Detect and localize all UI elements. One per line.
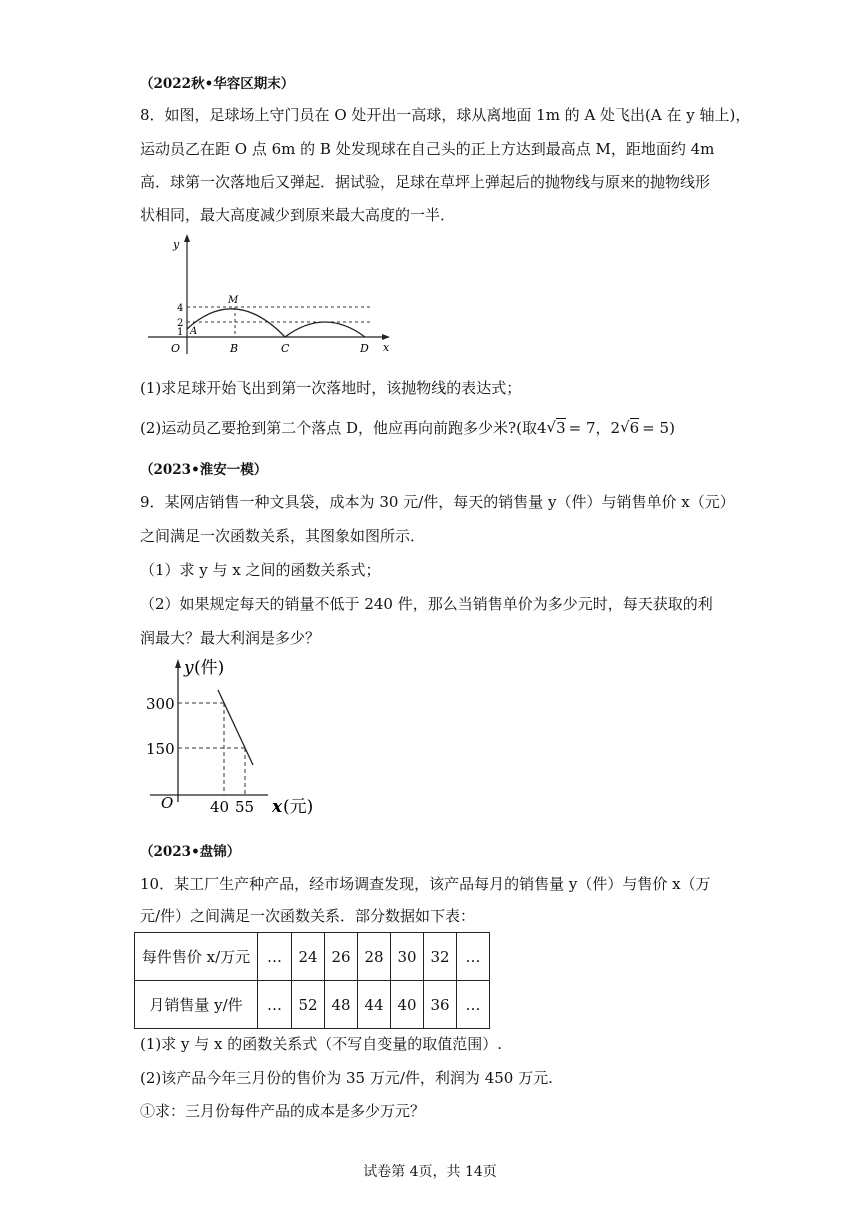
table-cell: … bbox=[457, 933, 490, 981]
sqrt6-approx: 2√6 = 5 bbox=[610, 418, 670, 437]
graph8-y-label: y bbox=[173, 238, 180, 251]
graph8-point-a: A bbox=[190, 326, 198, 337]
problem8-q2 bbox=[140, 418, 675, 438]
graph8-ytick-1: 1 bbox=[177, 327, 184, 338]
graph9-y-unit: (件) bbox=[194, 658, 225, 678]
approx-sep: ， bbox=[595, 419, 611, 437]
approx1-coef: 4 bbox=[536, 419, 547, 437]
problem9-q2b: 润最大？最大利润是多少？ bbox=[140, 629, 321, 647]
problem9-source: （2023•淮安一模） bbox=[140, 462, 268, 478]
problem10-line1: 10．某工厂生产种产品，经市场调查发现，该产品每月的销售量 y（件）与售价 x（万 bbox=[140, 875, 711, 893]
table-cell: 44 bbox=[358, 981, 391, 1029]
problem10-q1: (1)求 y 与 x 的函数关系式（不写自变量的取值范围）. bbox=[140, 1035, 503, 1053]
approx2-value: = 5 bbox=[642, 419, 670, 437]
parabola-1 bbox=[187, 309, 285, 337]
graph9-x-label: x bbox=[272, 797, 283, 817]
graph8-ytick-2: 2 bbox=[177, 318, 184, 329]
problem8-line3: 高．球第一次落地后又弹起．据试验，足球在草坪上弹起后的抛物线与原来的抛物线形 bbox=[140, 173, 711, 191]
table-cell: … bbox=[457, 981, 490, 1029]
table-cell: 52 bbox=[292, 981, 325, 1029]
approx1-radicand: 3 bbox=[556, 419, 566, 437]
graph8-origin: O bbox=[171, 342, 181, 355]
y-axis-arrow bbox=[175, 659, 181, 668]
graph9-xtick-40: 40 bbox=[210, 798, 230, 816]
approx1-value: = 7 bbox=[568, 419, 596, 437]
table-cell: 32 bbox=[424, 933, 457, 981]
graph9-x-unit: (元) bbox=[283, 797, 314, 817]
problem10-q2-sub1: ①求：三月份每件产品的成本是多少万元？ bbox=[140, 1102, 426, 1120]
row-header-price: 每件售价 x/万元 bbox=[135, 933, 258, 981]
table-cell: 48 bbox=[325, 981, 358, 1029]
table-cell: 28 bbox=[358, 933, 391, 981]
table-cell: … bbox=[258, 933, 292, 981]
q2-close: ) bbox=[669, 419, 675, 437]
problem8-line4: 状相同，最大高度减少到原来最大高度的一半． bbox=[140, 206, 456, 224]
sales-line bbox=[218, 690, 253, 765]
parabola-2 bbox=[285, 322, 365, 337]
problem10-source: （2023•盘锦） bbox=[140, 844, 241, 860]
problem9-line1: 9．某网店销售一种文具袋，成本为 30 元/件，每天的销售量 y（件）与销售单价 x（元） bbox=[140, 493, 735, 511]
table-row bbox=[135, 981, 490, 1029]
problem8-q2-text: (2)运动员乙要抢到第二个落点 D，他应再向前跑多少米?(取 bbox=[140, 419, 537, 437]
problem8-graph bbox=[140, 232, 400, 360]
table-cell: 36 bbox=[424, 981, 457, 1029]
price-sales-table bbox=[134, 932, 490, 1029]
table-cell: 40 bbox=[391, 981, 424, 1029]
sqrt3-approx: 4√3 = 7 bbox=[536, 418, 596, 437]
graph9-xtick-55: 55 bbox=[235, 798, 255, 816]
row-header-sales: 月销售量 y/件 bbox=[135, 981, 258, 1029]
table-cell: … bbox=[258, 981, 292, 1029]
approx2-coef: 2 bbox=[610, 419, 621, 437]
table-cell: 24 bbox=[292, 933, 325, 981]
problem8-q1: (1)求足球开始飞出到第一次落地时，该抛物线的表达式； bbox=[140, 379, 522, 397]
problem8-source: （2022秋•华容区期末） bbox=[140, 76, 295, 92]
x-axis-arrow bbox=[382, 334, 390, 340]
graph8-point-b: B bbox=[230, 342, 239, 355]
graph9-y-label: y bbox=[184, 658, 194, 678]
problem9-graph bbox=[140, 655, 350, 827]
table-cell: 30 bbox=[391, 933, 424, 981]
approx2-radicand: 6 bbox=[629, 419, 640, 437]
graph8-ytick-4: 4 bbox=[177, 303, 184, 314]
graph9-ytick-150: 150 bbox=[146, 740, 175, 758]
problem9-q2a: （2）如果规定每天的销量不低于 240 件，那么当销售单价为多少元时，每天获取的利 bbox=[140, 595, 713, 613]
graph8-x-label: x bbox=[383, 341, 390, 354]
problem8-line2: 运动员乙在距 O 点 6m 的 B 处发现球在自己头的正上方达到最高点 M，距地面约 4m bbox=[140, 140, 715, 158]
graph8-point-c: C bbox=[281, 342, 290, 355]
graph8-point-m: M bbox=[228, 295, 239, 306]
problem9-q1: （1）求 y 与 x 之间的函数关系式； bbox=[140, 561, 381, 579]
table-cell: 26 bbox=[325, 933, 358, 981]
graph8-point-d: D bbox=[360, 342, 369, 355]
problem8-line1: 8．如图，足球场上守门员在 O 处开出一高球，球从离地面 1m 的 A 处飞出(A 在 y 轴上)， bbox=[140, 106, 751, 124]
problem10-line2: 元/件）之间满足一次函数关系．部分数据如下表： bbox=[140, 907, 476, 925]
graph9-ytick-300: 300 bbox=[146, 695, 175, 713]
table-row bbox=[135, 933, 490, 981]
y-axis-arrow bbox=[184, 234, 190, 242]
problem10-q2: (2)该产品今年三月份的售价为 35 万元/件，利润为 450 万元. bbox=[140, 1069, 553, 1087]
problem9-line2: 之间满足一次函数关系，其图象如图所示． bbox=[140, 527, 426, 545]
page-footer: 试卷第 4页，共 14页 bbox=[363, 1164, 497, 1180]
graph9-origin: O bbox=[161, 794, 174, 812]
